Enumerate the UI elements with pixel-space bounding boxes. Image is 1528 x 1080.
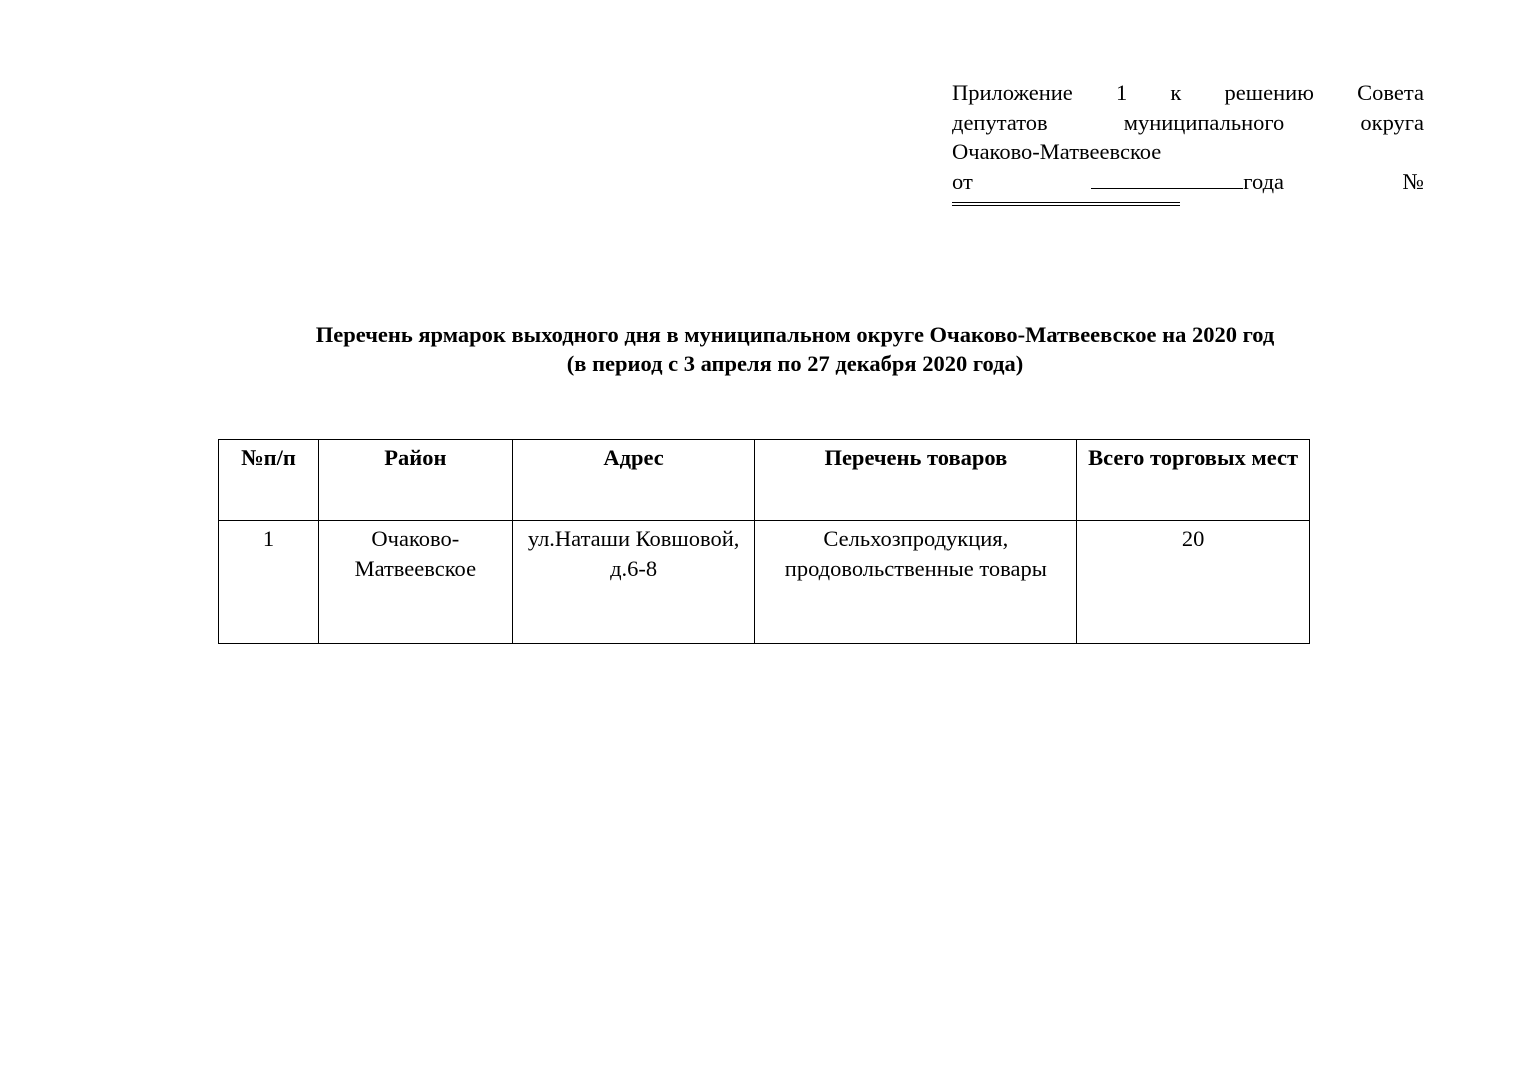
appendix-line-1 <box>952 78 1424 108</box>
header-goods: Перечень товаров <box>755 440 1077 521</box>
appendix-word: муниципального <box>1123 109 1285 135</box>
title-line-2: (в период с 3 апреля по 27 декабря 2020 года) <box>566 351 1024 376</box>
table-header-row <box>219 440 1310 521</box>
cell-goods: Сельхозпродукция, продовольственные товары <box>755 521 1077 644</box>
header-address: Адрес <box>512 440 755 521</box>
date-suffix: года <box>1243 168 1285 194</box>
appendix-line-3: Очаково-Матвеевское <box>952 139 1162 164</box>
table-row <box>219 521 1310 644</box>
appendix-word: решению <box>1224 80 1314 105</box>
header-places: Всего торговых мест <box>1077 440 1310 521</box>
appendix-word: к <box>1170 80 1182 105</box>
document-title <box>180 320 1410 378</box>
date-blank-field <box>1091 168 1243 189</box>
cell-district: Очаково-Матвеевское <box>318 521 512 644</box>
appendix-word: округа <box>1360 109 1424 135</box>
date-group <box>1091 167 1284 197</box>
fairs-table <box>218 439 1310 644</box>
header-number: №п/п <box>219 440 319 521</box>
appendix-word: Совета <box>1357 80 1424 105</box>
appendix-word: 1 <box>1115 80 1128 105</box>
cell-address: ул.Наташи Ковшовой, д.6-8 <box>512 521 755 644</box>
appendix-date-line <box>952 167 1424 197</box>
appendix-word: депутатов <box>952 109 1048 135</box>
appendix-line-2 <box>952 108 1424 138</box>
number-blank-field <box>952 202 1180 206</box>
number-sign: № <box>1402 168 1424 194</box>
cell-number: 1 <box>219 521 319 644</box>
cell-places: 20 <box>1077 521 1310 644</box>
title-line-1: Перечень ярмарок выходного дня в муниципальном округе Очаково-Матвеевское на 2020 год <box>315 322 1275 347</box>
header-district: Район <box>318 440 512 521</box>
appendix-word: Приложение <box>952 80 1073 105</box>
appendix-block <box>952 78 1424 206</box>
date-prefix: от <box>952 168 973 194</box>
